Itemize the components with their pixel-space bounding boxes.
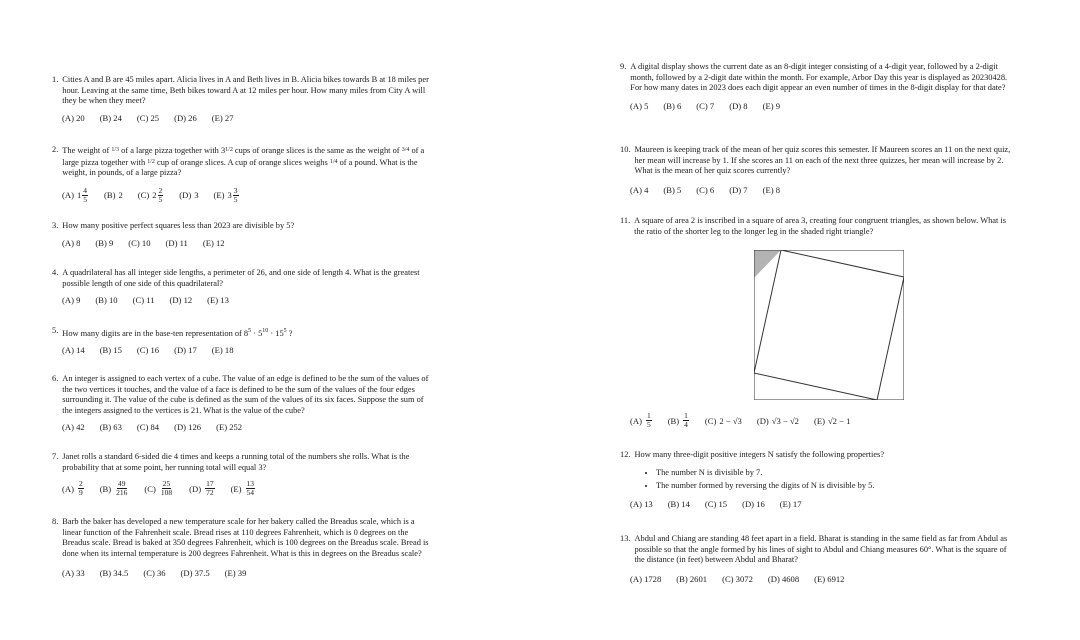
stem-part: cup of orange slices. A cup of orange slices weighs <box>157 157 328 167</box>
problem-10 <box>620 145 1015 195</box>
choice-b[interactable]: (B) 9 <box>95 237 114 248</box>
problem-9 <box>620 62 1015 111</box>
answer-choices <box>630 412 1015 429</box>
choice-b[interactable] <box>104 187 123 204</box>
choice-a[interactable]: (A) 9 <box>62 295 81 305</box>
problem-11 <box>620 216 1015 237</box>
denominator: 5 <box>646 420 651 429</box>
problem-stem: A digital display shows the current date as an 8-digit integer consisting of a 4-digit year, followed by a 2-digit month, followed by a 2-digit date within the month. For example, Arbor Day this year is displayed as 20230428. For how many dates in 2023 does each digit appear an even number of times in the 8-digit display for that date? <box>630 62 1008 92</box>
stem-part: of a pound. What is the weight, in pounds, of a large pizza? <box>62 157 418 177</box>
choice-b[interactable]: (B) 5 <box>663 184 682 195</box>
choice-b[interactable]: (B) 15 <box>99 345 122 356</box>
choice-d[interactable]: (D) 16 <box>742 498 765 509</box>
choice-a[interactable] <box>62 187 89 204</box>
choice-c[interactable]: (C) 15 <box>704 498 728 509</box>
answer-choices <box>62 568 432 578</box>
choice-a[interactable]: (A) 33 <box>62 568 85 578</box>
answer-choices <box>630 574 1015 584</box>
stem-part: of a large pizza together with 3 <box>121 146 226 155</box>
fraction <box>246 480 256 497</box>
denominator: 54 <box>246 488 255 497</box>
problem-5 <box>52 326 432 355</box>
inline-fraction: 3/4 <box>401 147 410 153</box>
choice-label: (B) <box>103 190 116 200</box>
choice-c[interactable] <box>705 412 742 429</box>
choice-d[interactable] <box>179 187 198 204</box>
choice-label: (C) <box>137 190 150 200</box>
choice-value: 3 <box>194 190 199 200</box>
denominator: 5 <box>233 194 238 204</box>
problem-6 <box>52 374 432 432</box>
numerator: 25 <box>162 479 171 488</box>
choice-c[interactable]: (C) 7 <box>696 100 715 111</box>
inline-fraction: 1/3 <box>111 147 120 153</box>
problem-13 <box>620 534 1015 584</box>
stem-part: ? <box>286 328 293 338</box>
fraction <box>205 480 215 497</box>
denominator: 5 <box>158 194 163 204</box>
stem-part: cups of orange slices is the same as the weight of <box>234 146 400 155</box>
numerator: 2 <box>158 185 163 195</box>
problem-stem: An integer is assigned to each vertex of a cube. The value of an edge is defined to be the sum of the values of the two vertices it touches, and the value of a face is defined to be the sum of the values of the four edges surrounding it. The value of the cube is defined as the sum of the values of its six faces. Suppose the sum of the integers assigned to the vertices is 21. What is the value of the cube? <box>62 374 429 415</box>
exponent: 5 <box>283 328 287 334</box>
choice-label: (C) <box>704 415 717 426</box>
denominator: 72 <box>206 488 214 497</box>
list-item: • The number N is divisible by 7. <box>656 466 1015 479</box>
choice-label: (D) <box>179 190 192 200</box>
fraction <box>160 480 173 497</box>
choice-b[interactable]: (B) 34.5 <box>99 568 129 578</box>
choice-d[interactable]: (D) 37.5 <box>180 568 210 578</box>
choice-e[interactable]: (E) 27 <box>211 112 234 123</box>
denominator: 108 <box>160 488 173 497</box>
inscribed-square <box>754 250 904 400</box>
choice-a[interactable] <box>630 412 653 429</box>
exponent: 5 <box>248 328 252 334</box>
inline-fraction: 1/2 <box>225 147 233 153</box>
choice-e[interactable]: (E) 13 <box>207 295 229 305</box>
problem-stem: Janet rolls a standard 6-sided die 4 times and keeps a running total of the numbers she rolls. What is the probability that at some point, her running total will equal 3? <box>62 452 410 472</box>
problem-stem: A quadrilateral has all integer side lengths, a perimeter of 26, and one side of length 4. What is the greatest possible length of one side of this quadrilateral? <box>62 268 420 288</box>
mixed-whole: 3 <box>227 190 232 200</box>
denominator: 5 <box>83 194 87 204</box>
problem-4 <box>52 268 432 305</box>
choice-value: 2 − √3 <box>719 415 742 426</box>
choice-d[interactable]: (D) 7 <box>729 184 748 195</box>
choice-label: (D) <box>189 483 202 494</box>
choice-value: √2 − 1 <box>827 415 851 426</box>
numerator: 1 <box>684 411 688 420</box>
problem-number: 2. <box>52 145 59 154</box>
stem-part: of a large pizza together with <box>62 146 425 167</box>
denominator: 4 <box>684 420 688 429</box>
denominator: 9 <box>78 488 83 497</box>
choice-c[interactable] <box>138 187 165 204</box>
problem-12 <box>620 450 1015 509</box>
choice-b[interactable]: (B) 2601 <box>676 573 708 584</box>
property-list <box>656 466 1015 492</box>
problem-number: 4. <box>52 268 59 277</box>
choice-label: (E) <box>813 415 825 426</box>
problem-number: 13. <box>620 534 631 543</box>
numerator: 1 <box>646 411 651 420</box>
mixed-whole: 1 <box>76 190 82 200</box>
problem-stem: Abdul and Chiang are standing 48 feet apart in a field. Bharat is standing in the same field as far from Abdul as possible so that the angle formed by his lines of sight to Abdul and Chiang measures 60°. What is the square of the distance (in feet) between Abdul and Bharat? <box>634 534 1008 564</box>
choice-d[interactable]: (D) 12 <box>169 295 193 305</box>
numerator: 4 <box>83 185 87 195</box>
choice-a[interactable]: (A) 8 <box>62 237 81 248</box>
answer-choices <box>62 345 432 355</box>
problem-7 <box>52 452 432 497</box>
problem-1 <box>52 75 432 123</box>
problem-stem: How many three-digit positive integers N satisfy the following properties? <box>634 450 885 459</box>
answer-choices <box>62 422 432 432</box>
choice-d[interactable]: (D) 11 <box>165 237 188 248</box>
fraction <box>82 187 88 204</box>
choice-e[interactable] <box>814 412 850 429</box>
problem-3 <box>52 221 432 248</box>
problem-stem <box>62 326 432 339</box>
choice-e[interactable]: (E) 252 <box>216 422 243 432</box>
shaded-right-triangle <box>754 250 781 278</box>
answer-choices <box>630 499 1015 509</box>
problem-number: 3. <box>52 221 59 230</box>
mixed-whole: 2 <box>152 190 157 200</box>
choice-c[interactable]: (C) 11 <box>132 295 155 305</box>
choice-c[interactable]: (C) 3072 <box>722 573 753 584</box>
choice-b[interactable]: (B) 6 <box>663 100 682 111</box>
answer-choices <box>62 187 432 204</box>
choice-c[interactable]: (C) 6 <box>696 184 715 195</box>
choice-b[interactable]: (B) 24 <box>99 112 122 123</box>
problem-number: 5. <box>52 326 59 335</box>
problem-number: 1. <box>52 75 59 84</box>
numerator: 49 <box>118 479 126 488</box>
stem-part: The weight of <box>62 146 110 155</box>
choice-a[interactable]: (A) 42 <box>62 422 85 432</box>
choice-d[interactable]: (D) 4608 <box>767 573 800 584</box>
choice-label: (A) <box>630 415 642 426</box>
choice-b[interactable] <box>100 480 130 497</box>
answer-choices <box>62 238 432 248</box>
fraction <box>78 480 84 497</box>
choice-label: (A) <box>62 483 74 494</box>
problem-11-choices <box>620 412 1015 429</box>
numerator: 17 <box>206 479 214 488</box>
choice-label: (B) <box>99 483 112 494</box>
problem-number: 12. <box>620 450 631 459</box>
stem-part: How many digits are in the base-ten representation of 8 <box>62 328 249 338</box>
choice-d[interactable]: (D) 17 <box>174 345 197 356</box>
problem-2 <box>52 145 432 204</box>
choice-value: √3 − √2 <box>771 415 799 426</box>
choice-d[interactable] <box>757 412 799 429</box>
answer-choices <box>62 113 432 123</box>
numerator: 13 <box>246 479 255 488</box>
choice-d[interactable]: (D) 8 <box>729 100 748 111</box>
fraction <box>158 187 164 204</box>
choice-e[interactable]: (E) 8 <box>762 184 781 195</box>
problem-stem: How many positive perfect squares less than 2023 are divisible by 5? <box>62 221 295 230</box>
problem-number: 7. <box>52 452 59 461</box>
choice-a[interactable]: (A) 14 <box>62 345 85 356</box>
problem-stem <box>62 145 432 179</box>
choice-c[interactable]: (C) 25 <box>136 112 160 123</box>
answer-choices <box>62 295 432 305</box>
list-item: • The number formed by reversing the digits of N is divisible by 5. <box>656 479 1015 492</box>
choice-e[interactable] <box>231 480 256 497</box>
choice-label: (A) <box>62 190 74 200</box>
choice-label: (C) <box>144 483 156 494</box>
choice-e[interactable]: (E) 12 <box>202 237 225 248</box>
choice-c[interactable]: (C) 36 <box>143 568 166 578</box>
choice-a[interactable]: (A) 13 <box>630 498 653 509</box>
problem-stem: Barb the baker has developed a new temperature scale for her bakery called the Breadus scale, which is a linear function of the Fahrenheit scale. Bread rises at 110 degrees Fahrenheit, which is 0 degrees on the Breadus scale. Bread is baked at 350 degrees Fahrenheit, which is 100 degrees on the Breadus scale. Bread is done when its internal temperature is 200 degrees Fahrenheit. What is this in degrees on the Breadus scale? <box>62 517 429 558</box>
answer-choices <box>62 480 432 497</box>
choice-c[interactable]: (C) 84 <box>136 422 160 432</box>
fraction <box>233 187 239 204</box>
choice-e[interactable]: (E) 17 <box>779 498 802 509</box>
answer-choices <box>630 101 1015 111</box>
problem-number: 6. <box>52 374 59 383</box>
choice-label: (E) <box>230 483 242 494</box>
choice-e[interactable]: (E) 18 <box>211 345 234 356</box>
problem-number: 8. <box>52 517 59 526</box>
choice-label: (E) <box>213 190 225 200</box>
fraction <box>115 480 128 497</box>
choice-d[interactable]: (D) 26 <box>174 112 197 123</box>
problem-stem: Maureen is keeping track of the mean of her quiz scores this semester. If Maureen scores an 11 on the next quiz, her mean will increase by 1. If she scores an 11 on each of the next three quizzes, her mean will increase by 2. What is the mean of her quiz scores currently? <box>634 145 1011 175</box>
problem-number: 10. <box>620 145 631 154</box>
problem-8 <box>52 517 432 578</box>
choice-a[interactable]: (A) 5 <box>630 100 649 111</box>
choice-c[interactable]: (C) 16 <box>136 345 160 356</box>
choice-a[interactable]: (A) 20 <box>62 112 85 123</box>
choice-d[interactable] <box>189 480 215 497</box>
choice-b[interactable] <box>668 412 690 429</box>
problem-number: 9. <box>620 62 627 71</box>
choice-a[interactable]: (A) 4 <box>630 184 649 195</box>
inline-fraction: 1/4 <box>329 158 338 165</box>
inscribed-square-figure <box>754 250 904 400</box>
choice-b[interactable]: (B) 14 <box>667 498 690 509</box>
choice-b[interactable]: (B) 10 <box>95 295 118 305</box>
choice-c[interactable]: (C) 10 <box>128 237 151 248</box>
problem-number: 11. <box>620 216 631 225</box>
fraction <box>646 412 652 429</box>
choice-e[interactable]: (E) 39 <box>224 568 247 578</box>
choice-d[interactable]: (D) 126 <box>174 422 202 432</box>
choice-label: (D) <box>756 415 769 426</box>
answer-choices <box>630 185 1015 195</box>
choice-a[interactable] <box>62 480 85 497</box>
stem-part: · 15 <box>268 328 284 338</box>
choice-b[interactable]: (B) 63 <box>99 422 122 432</box>
choice-label: (B) <box>667 415 680 426</box>
problem-stem: Cities A and B are 45 miles apart. Alicia lives in A and Beth lives in B. Alicia bikes towards B at 18 miles per hour. Leaving at the same time, Beth bikes toward A at 12 miles per hour. How many miles from City A will they be when they meet? <box>62 75 429 105</box>
choice-c[interactable] <box>144 480 174 497</box>
exponent: 10 <box>262 328 269 334</box>
problem-stem: A square of area 2 is inscribed in a square of area 3, creating four congruent triangles, as shown below. What is the ratio of the shorter leg to the longer leg in the shaded right triangle? <box>634 216 1007 236</box>
numerator: 2 <box>78 479 83 488</box>
choice-e[interactable]: (E) 9 <box>762 100 781 111</box>
numerator: 3 <box>233 185 238 195</box>
choice-e[interactable] <box>214 187 240 204</box>
denominator: 216 <box>116 488 128 497</box>
inline-fraction: 1/2 <box>147 158 155 165</box>
stem-part: · 5 <box>251 328 263 338</box>
choice-a[interactable]: (A) 1728 <box>630 573 662 584</box>
fraction <box>683 412 689 429</box>
choice-value: 2 <box>118 190 123 200</box>
choice-e[interactable]: (E) 6912 <box>814 573 845 584</box>
